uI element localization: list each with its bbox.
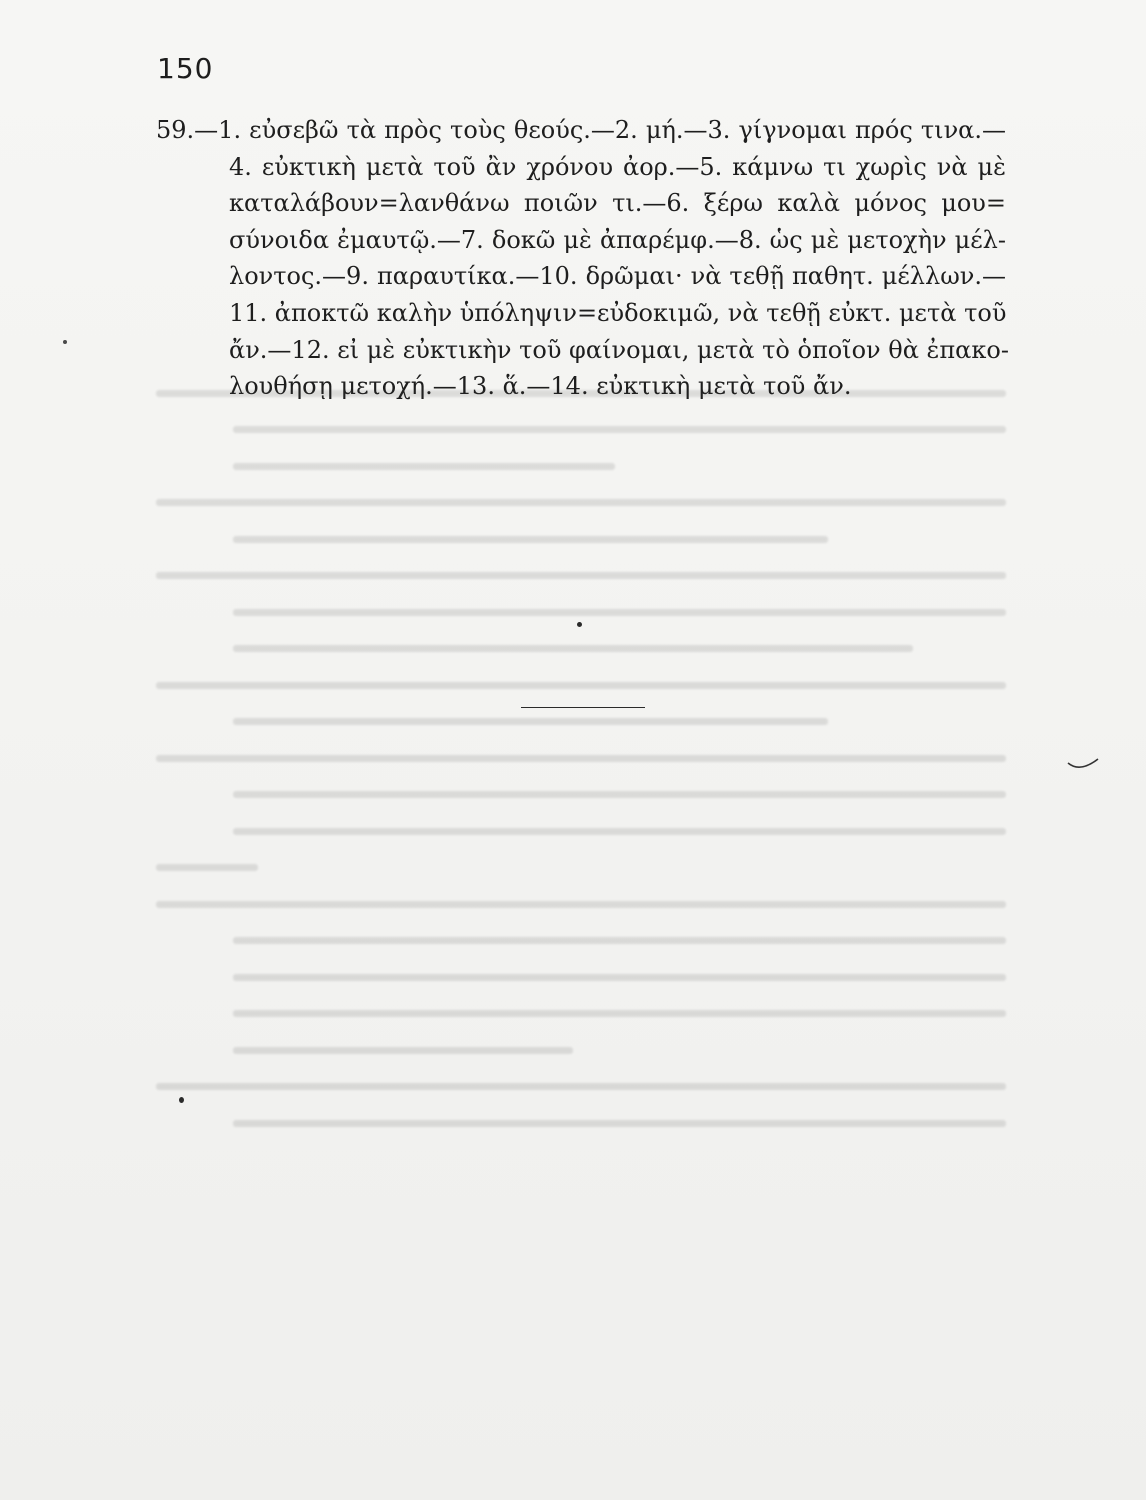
ink-speck — [179, 1097, 184, 1103]
margin-mark — [1066, 753, 1100, 777]
entry-line: 4. εὐκτικὴ μετὰ τοῦ ἂν χρόνου ἀορ.—5. κάμνω τι χωρὶς νὰ μὲ — [229, 152, 1006, 181]
ink-speck — [577, 622, 582, 627]
entry-line: 11. ἀποκτῶ καλὴν ὑπόληψιν=εὐδοκιμῶ, νὰ τεθῇ εὐκτ. μετὰ τοῦ — [229, 298, 1007, 327]
entry-line: ἄν.—12. εἰ μὲ εὐκτικὴν τοῦ φαίνομαι, μετὰ τὸ ὁποῖον θὰ ἐπακο- — [229, 335, 1009, 364]
section-divider — [521, 707, 645, 708]
entry-line: καταλάβουν=λανθάνω ποιῶν τι.—6. ξέρω καλὰ μόνος μου= — [229, 189, 1006, 218]
ink-speck — [63, 340, 67, 344]
entry-line: σύνοιδα ἐμαυτῷ.—7. δοκῶ μὲ ἀπαρέμφ.—8. ὡς μὲ μετοχὴν μέλ- — [229, 225, 1006, 254]
page-number: 150 — [157, 52, 214, 85]
exercise-entry-59 — [156, 112, 1009, 405]
entry-line: λουθήσῃ μετοχή.—13. ἅ.—14. εὐκτικὴ μετὰ τοῦ ἄν. — [229, 372, 852, 401]
entry-line: 59.—1. εὐσεβῶ τὰ πρὸς τοὺς θεούς.—2. μή.—3. γίγνομαι πρός τινα.— — [156, 116, 1006, 144]
entry-line: λοντος.—9. παραυτίκα.—10. δρῶμαι· νὰ τεθῇ παθητ. μέλλων.— — [229, 262, 1006, 291]
show-through-text — [156, 375, 1006, 1145]
